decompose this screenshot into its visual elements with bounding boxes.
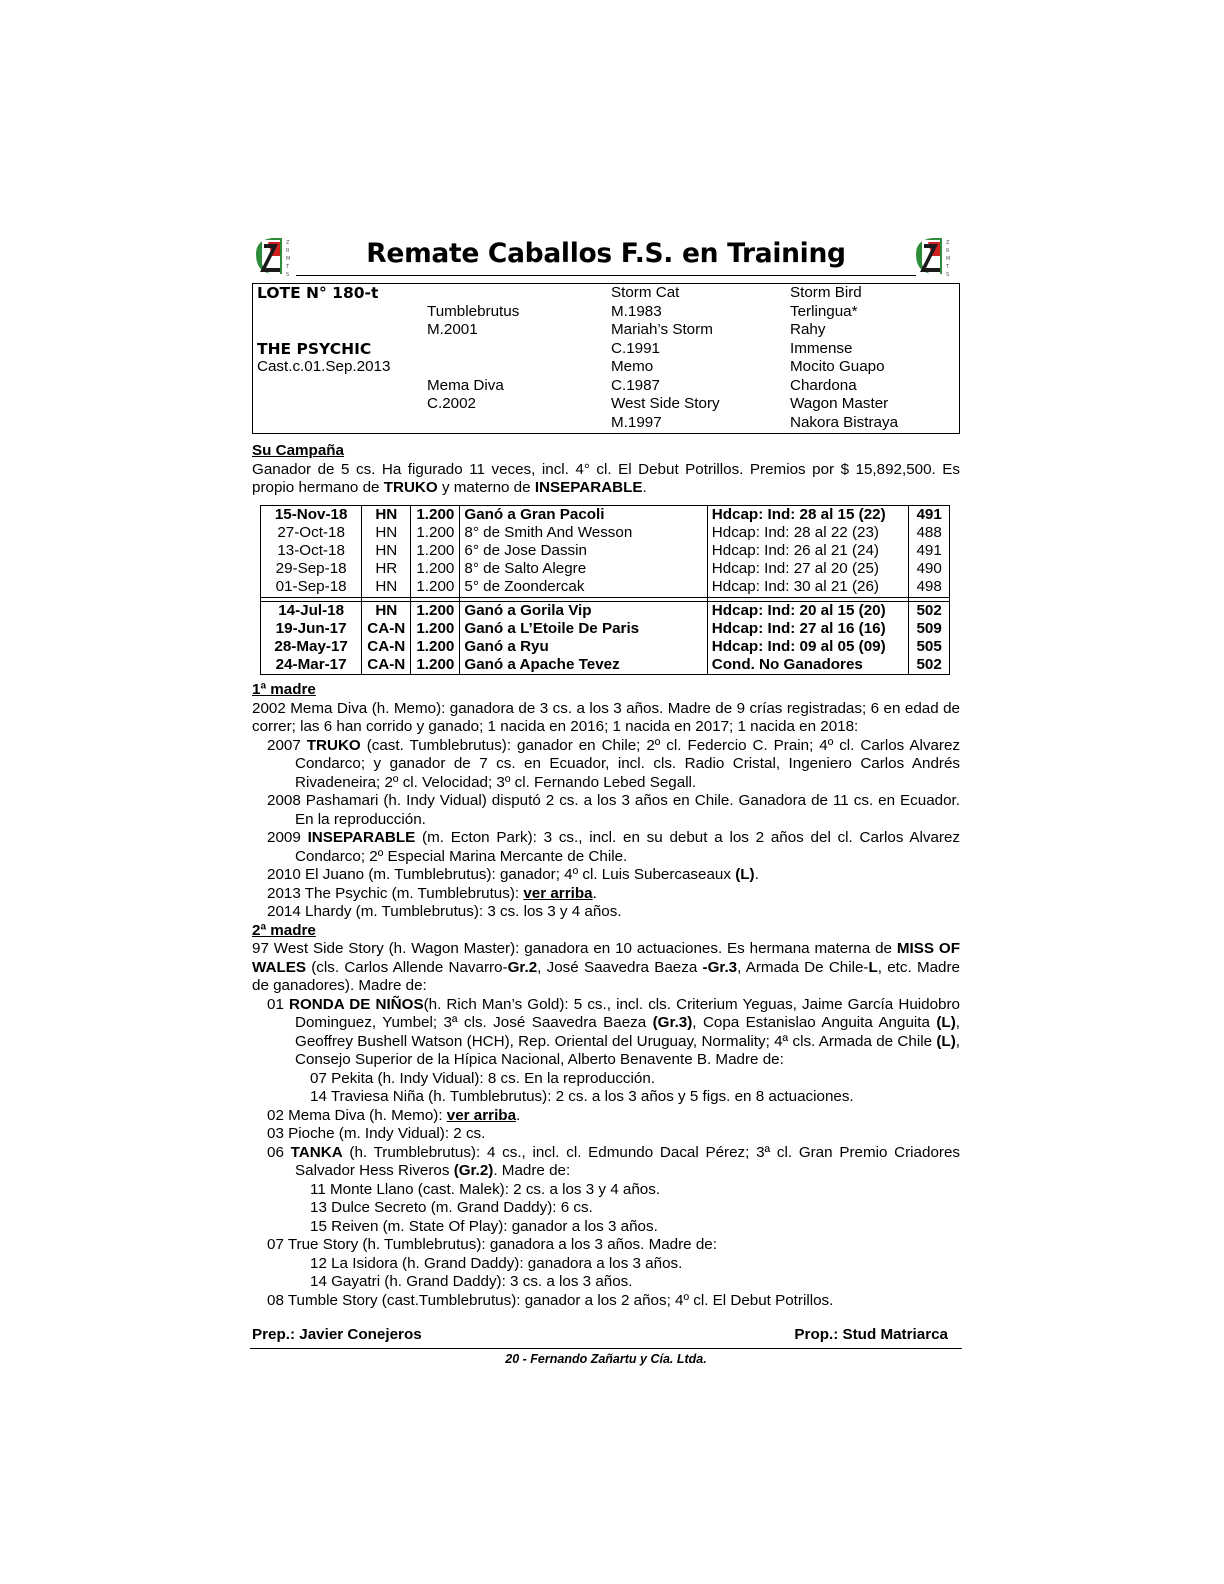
race-condition: Hdcap: Ind: 27 al 20 (25) <box>707 560 908 578</box>
footer-divider <box>250 1348 962 1349</box>
sub-produce-list <box>310 1255 960 1292</box>
list-item: 14 Gayatri (h. Grand Daddy): 3 cs. a los 3 años. <box>310 1273 633 1291</box>
race-track: CA-N <box>362 638 411 656</box>
svg-text:T: T <box>946 264 950 270</box>
list-item: 15 Reiven (m. State Of Play): ganador a los 3 años. <box>310 1217 658 1235</box>
race-weight: 502 <box>909 601 950 620</box>
list-item: 2008 Pashamari (h. Indy Vidual) disputó 2 cs. a los 3 años en Chile. Ganadora de 11 cs. en Ecuador. En la reproducción. <box>267 792 960 828</box>
table-row <box>261 578 950 597</box>
race-condition: Hdcap: Ind: 20 al 15 (20) <box>707 601 908 620</box>
granddam-maternal-year: M.1997 <box>611 413 662 431</box>
svg-text:T: T <box>286 264 290 270</box>
pedigree-box <box>252 283 960 434</box>
race-weight: 498 <box>909 578 950 597</box>
granddam-paternal-year: C.1991 <box>611 339 660 357</box>
race-date: 15-Nov-18 <box>274 505 348 523</box>
ancestor-6: Chardona <box>790 376 857 394</box>
race-distance: 1.200 <box>411 578 460 597</box>
horse-name: THE PSYCHIC <box>257 339 372 358</box>
race-condition: Hdcap: Ind: 30 al 21 (26) <box>707 578 908 597</box>
second-dam-heading: 2ª madre <box>252 921 316 939</box>
ver-arriba-link[interactable]: ver arriba <box>446 1106 517 1124</box>
race-result: Ganó a Apache Tevez <box>460 656 707 675</box>
list-item: 14 Traviesa Niña (h. Tumblebrutus): 2 cs. a los 3 años y 5 figs. en 8 actuaciones. <box>310 1088 854 1106</box>
race-condition: Cond. No Ganadores <box>707 656 908 675</box>
sub-produce-list <box>310 1181 960 1237</box>
race-track: HN <box>362 601 411 620</box>
ancestor-1: Storm Bird <box>790 284 862 301</box>
race-track: HN <box>362 542 411 560</box>
race-date: 28-May-17 <box>274 637 348 655</box>
race-weight: 488 <box>909 524 950 542</box>
title-underline <box>296 275 916 276</box>
ver-arriba-link[interactable]: ver arriba <box>523 884 593 902</box>
race-result: Ganó a Ryu <box>460 638 707 656</box>
preparer: Prep.: Javier Conejeros <box>252 1326 422 1344</box>
list-item: 01 RONDA DE NIÑOS(h. Rich Man’s Gold): 5 cs., incl. cls. Criterium Yeguas, Jaime García Huidobro Dominguez, Yumbel; 3ª cls. José Saavedra Baeza (Gr.3), Copa Estanislao Anguita Anguita (L), Geoffrey Bushell Watson (HCH), Rep. Oriental del Uruguay, Normality; 4ª cls. Armada de Chile (L), Consejo Superior de la Hípica Nacional, Alberto Benavente B. Madre de: <box>267 995 960 1069</box>
grandsire-paternal: Storm Cat <box>611 284 680 301</box>
race-track: HN <box>362 505 411 524</box>
owner: Prop.: Stud Matriarca <box>794 1326 948 1344</box>
first-dam-produce-list <box>267 737 960 922</box>
list-item: 2010 El Juano (m. Tumblebrutus): ganador; 4º cl. Luis Subercaseaux (L). <box>267 866 759 884</box>
list-item: 2009 INSEPARABLE (m. Ecton Park): 3 cs., incl. en su debut a los 2 años del cl. Carlos Alvarez Condarco; 2º Especial Marina Mercante de Chile. <box>267 829 960 865</box>
second-dam-intro: 97 West Side Story (h. Wagon Master): ganadora en 10 actuaciones. Es hermana materna de MISS OF WALES (cls. Carlos Allende Navarro-Gr.2, José Saavedra Baeza -Gr.3, Armada De Chile-L, etc. Madre de ganadores). Madre de: <box>252 940 961 995</box>
horse-description: Cast.c.01.Sep.2013 <box>257 358 391 375</box>
race-distance: 1.200 <box>411 620 460 638</box>
table-row <box>261 505 950 524</box>
race-result: Ganó a L’Etoile De Paris <box>460 620 707 638</box>
grandsire-paternal-year: M.1983 <box>611 302 662 320</box>
race-result: 5° de Zoondercak <box>460 578 707 597</box>
svg-text:Z: Z <box>946 240 950 246</box>
list-item: 11 Monte Llano (cast. Malek): 2 cs. a los 3 y 4 años. <box>310 1180 661 1198</box>
first-dam-intro: 2002 Mema Diva (h. Memo): ganadora de 3 cs. a los 3 años. Madre de 9 crías registradas; 6 en edad de correr; las 6 han corrido y ganado; 1 nacida en 2016; 1 nacida en 2017; 1 nacida en 2018: <box>252 699 960 736</box>
race-result: Ganó a Gorila Vip <box>460 601 707 620</box>
race-condition: Hdcap: Ind: 27 al 16 (16) <box>707 620 908 638</box>
race-result: 6° de Jose Dassin <box>460 542 707 560</box>
race-track: CA-N <box>362 620 411 638</box>
table-row <box>261 601 950 620</box>
list-item: 12 La Isidora (h. Grand Daddy): ganadora a los 3 años. <box>310 1254 683 1272</box>
catalog-page <box>252 228 960 1366</box>
zanartu-logo-icon <box>252 234 300 278</box>
race-condition: Hdcap: Ind: 26 al 21 (24) <box>707 542 908 560</box>
sire-year: M.2001 <box>427 321 478 338</box>
page-header <box>252 228 960 278</box>
list-item: 08 Tumble Story (cast.Tumblebrutus): ganador a los 2 años; 4º cl. El Debut Potrillos. <box>267 1291 834 1309</box>
svg-text:R: R <box>946 248 950 254</box>
race-distance: 1.200 <box>411 505 460 524</box>
list-item: 02 Mema Diva (h. Memo): ver arriba. <box>267 1106 521 1124</box>
race-weight: 505 <box>909 638 950 656</box>
race-track: CA-N <box>362 656 411 675</box>
svg-text:Z: Z <box>286 240 290 246</box>
race-distance: 1.200 <box>411 601 460 620</box>
race-result: Ganó a Gran Pacoli <box>460 505 707 524</box>
race-distance: 1.200 <box>411 638 460 656</box>
race-track: HN <box>362 578 411 597</box>
table-row <box>261 656 950 675</box>
footer-credit: 20 - Fernando Zañartu y Cía. Ltda. <box>505 1352 707 1367</box>
race-weight: 502 <box>909 656 950 675</box>
race-date: 29-Sep-18 <box>275 560 347 578</box>
table-row <box>261 560 950 578</box>
race-distance: 1.200 <box>411 560 460 578</box>
race-distance: 1.200 <box>411 656 460 675</box>
race-date: 14-Jul-18 <box>278 601 345 619</box>
sub-produce-list <box>310 1070 960 1107</box>
lote-number: LOTE N° 180-t <box>257 284 379 302</box>
race-track: HN <box>362 524 411 542</box>
race-result: 8° de Salto Alegre <box>460 560 707 578</box>
list-item: 07 Pekita (h. Indy Vidual): 8 cs. En la reproducción. <box>310 1069 656 1087</box>
page-title: Remate Caballos F.S. en Training <box>366 238 846 269</box>
list-item: 13 Dulce Secreto (m. Grand Daddy): 6 cs. <box>310 1199 593 1217</box>
list-item: 2014 Lhardy (m. Tumblebrutus): 3 cs. los 3 y 4 años. <box>267 903 622 921</box>
race-date: 01-Sep-18 <box>275 578 347 596</box>
race-condition: Hdcap: Ind: 09 al 05 (09) <box>707 638 908 656</box>
campaign-heading: Su Campaña <box>252 442 344 459</box>
race-weight: 491 <box>909 505 950 524</box>
table-row <box>261 638 950 656</box>
race-table <box>260 505 950 676</box>
table-row <box>261 542 950 560</box>
race-date: 13-Oct-18 <box>277 541 345 559</box>
ancestor-7: Wagon Master <box>790 395 889 412</box>
ancestor-3: Rahy <box>790 321 826 338</box>
ancestor-2: Terlingua* <box>790 302 858 320</box>
dam-year: C.2002 <box>427 395 476 412</box>
svg-text:M: M <box>286 256 291 262</box>
first-dam-heading: 1ª madre <box>252 681 316 699</box>
race-date: 19-Jun-17 <box>275 619 347 637</box>
dam-name: Mema Diva <box>427 376 504 394</box>
race-date: 27-Oct-18 <box>277 523 345 541</box>
race-weight: 491 <box>909 542 950 560</box>
race-distance: 1.200 <box>411 524 460 542</box>
race-distance: 1.200 <box>411 542 460 560</box>
list-item: 07 True Story (h. Tumblebrutus): ganadora a los 3 años. Madre de: <box>267 1236 717 1254</box>
list-item: 2007 TRUKO (cast. Tumblebrutus): ganador en Chile; 2º cl. Federcio C. Prain; 4º cl. Carlos Alvarez Condarco; y ganador de 7 cs. en Ecuador, incl. cls. Radio Cristal, Ingeniero Carlos Andrés Rivadeneira; 2º cl. Velocidad; 3º cl. Fernando Lebed Segall. <box>267 736 960 791</box>
race-condition: Hdcap: Ind: 28 al 22 (23) <box>707 524 908 542</box>
svg-text:R: R <box>286 248 290 254</box>
race-track: HR <box>362 560 411 578</box>
zanartu-logo-icon-right <box>912 234 960 278</box>
ancestor-4: Immense <box>790 339 853 357</box>
second-dam-produce-list <box>267 996 960 1311</box>
race-result: 8° de Smith And Wesson <box>460 524 707 542</box>
svg-text:S: S <box>286 272 290 278</box>
race-date: 24-Mar-17 <box>275 656 347 674</box>
svg-text:M: M <box>946 256 951 262</box>
list-item: 03 Pioche (m. Indy Vidual): 2 cs. <box>267 1125 486 1143</box>
ancestor-8: Nakora Bistraya <box>790 413 899 431</box>
granddam-paternal: Mariah’s Storm <box>611 321 713 338</box>
list-item: 06 TANKA (h. Trumblebrutus): 4 cs., incl. cl. Edmundo Dacal Pérez; 3ª cl. Gran Premio Criadores Salvador Hess Riveros (Gr.2). Madre de: <box>267 1143 960 1180</box>
list-item: 2013 The Psychic (m. Tumblebrutus): ver arriba. <box>267 884 597 902</box>
table-row <box>261 620 950 638</box>
ancestor-5: Mocito Guapo <box>790 358 885 375</box>
footer-row <box>252 1326 960 1346</box>
granddam-maternal: West Side Story <box>611 395 720 412</box>
sire-name: Tumblebrutus <box>427 302 520 320</box>
grandsire-maternal: Memo <box>611 358 654 375</box>
race-weight: 509 <box>909 620 950 638</box>
table-row <box>261 524 950 542</box>
svg-text:S: S <box>946 272 950 278</box>
race-condition: Hdcap: Ind: 28 al 15 (22) <box>707 505 908 524</box>
campaign-text: Ganador de 5 cs. Ha figurado 11 veces, incl. 4° cl. El Debut Potrillos. Premios por $ 15,892,500. Es propio hermano de TRUKO y materno de INSEPARABLE. <box>252 460 960 496</box>
grandsire-maternal-year: C.1987 <box>611 376 660 394</box>
race-weight: 490 <box>909 560 950 578</box>
